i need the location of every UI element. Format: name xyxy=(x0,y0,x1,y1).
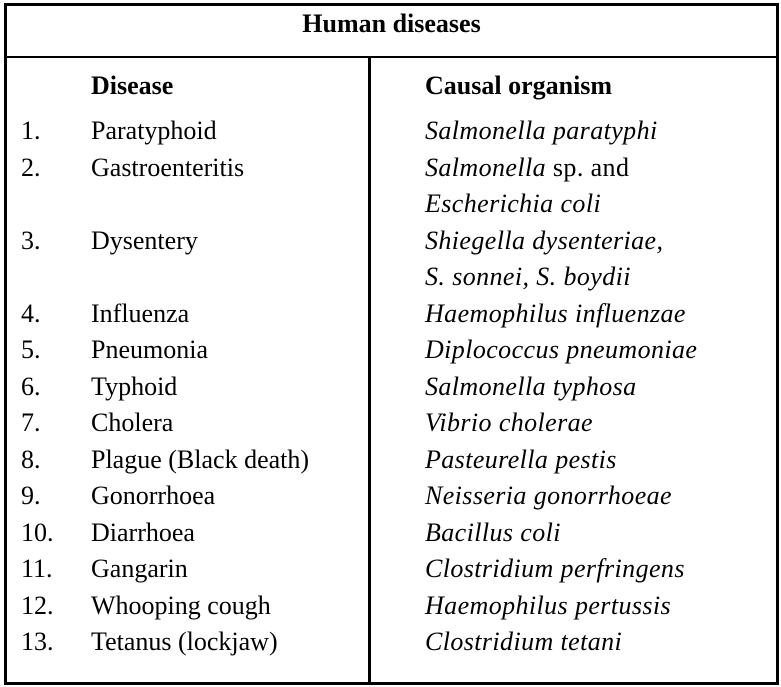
row-number: 8. xyxy=(21,444,41,474)
organism-name: Pasteurella pestis xyxy=(425,444,617,474)
organism-name: Salmonella typhosa xyxy=(425,371,637,401)
organism-name: Haemophilus pertussis xyxy=(425,590,672,620)
disease-name: Cholera xyxy=(91,408,174,437)
organism-name: Salmonella xyxy=(425,152,546,182)
organism-name-continued: S. sonnei, S. boydii xyxy=(425,262,631,291)
row-number: 3. xyxy=(21,225,41,255)
causal-organism xyxy=(425,296,686,333)
row-number: 2. xyxy=(21,152,41,182)
row-number: 13. xyxy=(21,627,54,656)
row-number: 10. xyxy=(21,517,54,547)
causal-organism xyxy=(425,515,561,552)
causal-organism xyxy=(425,405,593,442)
row-number: 1. xyxy=(21,116,41,145)
organism-name: Diplococcus pneumoniae xyxy=(425,335,698,364)
disease-name: Gastroenteritis xyxy=(91,152,245,182)
organism-name: Salmonella paratyphi xyxy=(425,116,658,145)
row-number: 9. xyxy=(21,481,41,510)
disease-name: Gangarin xyxy=(91,554,188,583)
disease-name: Influenza xyxy=(91,298,190,328)
organism-name: Bacillus coli xyxy=(425,517,561,547)
organism-name: Haemophilus influenzae xyxy=(425,298,686,328)
row-number: 12. xyxy=(21,590,54,620)
causal-organism xyxy=(425,624,622,661)
row-number: 11. xyxy=(21,554,53,583)
organism-name: Neisseria gonorrhoeae xyxy=(425,481,672,510)
causal-organism xyxy=(425,150,629,223)
causal-organism xyxy=(425,588,671,625)
causal-organism xyxy=(425,551,685,588)
causal-organism xyxy=(425,223,663,296)
causal-organism xyxy=(425,369,637,406)
organism-note: sp. and xyxy=(546,152,630,182)
disease-name: Paratyphoid xyxy=(91,116,217,145)
disease-name: Plague (Black death) xyxy=(91,444,310,474)
row-number: 4. xyxy=(21,298,41,328)
causal-organism xyxy=(425,442,617,479)
causal-organism xyxy=(425,332,697,369)
disease-name: Diarrhoea xyxy=(91,517,195,547)
header-causal-organism: Causal organism xyxy=(425,71,613,100)
disease-name: Dysentery xyxy=(91,225,198,255)
disease-name: Tetanus (lockjaw) xyxy=(91,627,278,656)
causal-organism xyxy=(425,113,658,150)
organism-name: Vibrio cholerae xyxy=(425,408,593,437)
disease-name: Pneumonia xyxy=(91,335,208,364)
column-divider xyxy=(368,58,371,682)
disease-name: Whooping cough xyxy=(91,590,271,620)
row-number: 7. xyxy=(21,408,41,437)
row-number: 6. xyxy=(21,371,41,401)
organism-name: Clostridium tetani xyxy=(425,627,623,656)
organism-name: Shiegella dysenteriae, xyxy=(425,225,664,255)
disease-table xyxy=(4,3,779,685)
header-disease: Disease xyxy=(91,71,174,100)
disease-name: Typhoid xyxy=(91,371,178,401)
table-title: Human diseases xyxy=(7,6,776,58)
disease-name: Gonorrhoea xyxy=(91,481,216,510)
causal-organism xyxy=(425,478,672,515)
organism-name: Clostridium perfringens xyxy=(425,554,685,583)
organism-name-continued: Escherichia coli xyxy=(425,189,602,218)
row-number: 5. xyxy=(21,335,41,364)
